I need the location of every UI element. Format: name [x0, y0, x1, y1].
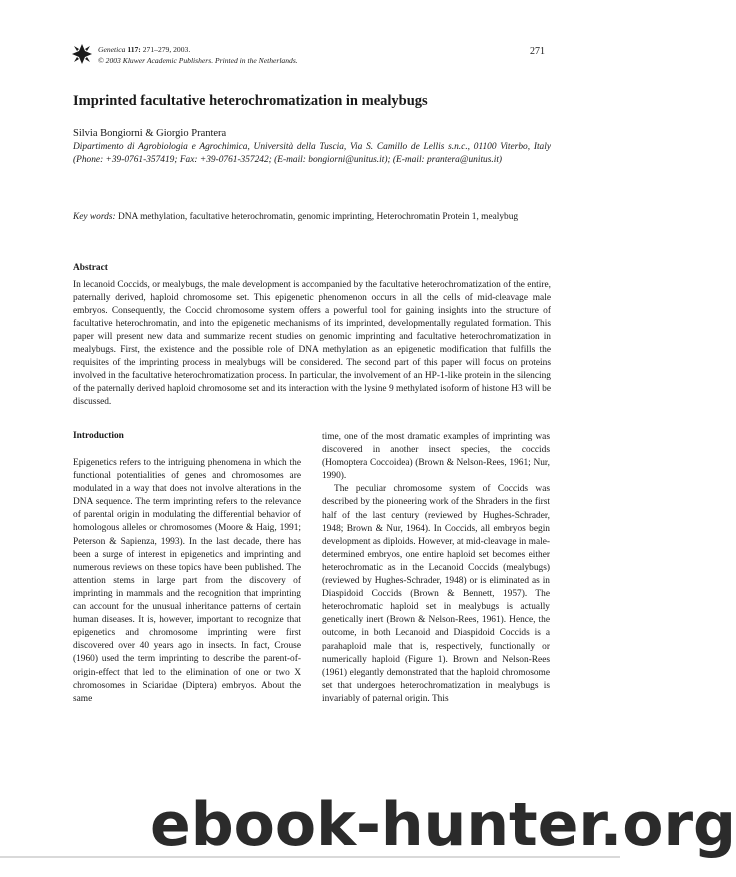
journal-pages: 271–279, 2003. — [142, 45, 191, 54]
right-column — [322, 431, 550, 706]
journal-copyright: © 2003 Kluwer Academic Publishers. Printed in the Netherlands. — [98, 56, 298, 65]
journal-name: Genetica — [98, 45, 126, 54]
journal-citation — [98, 44, 298, 66]
publisher-logo-icon — [72, 44, 92, 64]
keywords-label: Key words: — [73, 212, 116, 222]
author-affiliation: Dipartimento di Agrobiologia e Agrochimica, Università della Tuscia, Via S. Camillo de Lellis s.n.c., 01100 Viterbo, Italy (Phone: +39-0761-357419; Fax: +39-0761-357242; (E-mail: bongiorni@unitus.it); (E-mail: prantera@unitus.it) — [73, 142, 551, 165]
journal-volume: 117: — [127, 45, 141, 54]
abstract-text: In lecanoid Coccids, or mealybugs, the male development is accompanied by the facultative heterochromatization of the entire, paternally derived, haploid chromosome set. This epigenetic phenomenon occurs in all the cells of mid-cleavage male embryos. Consequently, the Coccid chromosome system offers a powerful tool for gaining insights into the structure of facultative heterochromatin, and into the epigenetic mechanisms of its imprinted, developmentally regulated formation. This paper will present new data and summarize recent studies on genomic imprinting and facultative heterochromatization in mealybugs. First, the existence and the possible role of DNA methylation as an epigenetic modification that fulfills the requisites of the imprinting process in mealybugs will be considered. The second part of this paper will focus on proteins involved in the facultative heterochromatization process. In particular, the involvement of an HP-1-like protein in the silencing of the paternally derived haploid chromosome set and its interaction with the lysine 9 methylated isoform of histone H3 will be discussed. — [73, 280, 551, 407]
keywords-list: DNA methylation, facultative heterochromatin, genomic imprinting, Heterochromatin Protein 1, mealybug — [117, 212, 519, 222]
abstract-heading: Abstract — [73, 263, 108, 273]
keywords — [73, 211, 551, 224]
left-column — [73, 457, 301, 706]
article-authors: Silvia Bongiorni & Giorgio Prantera — [73, 128, 227, 139]
intro-paragraph-1: Epigenetics refers to the intriguing phenomena in which the functional potentialities of genes and chromosomes are modulated in a way that does not involve alterations in the DNA sequence. The term imprinting refers to the relevance of parental origin in modulating the differential behavior of homologous alleles or chromosomes (Moore & Haig, 1991; Peterson & Sapienza, 1993). In the last decade, there has been a surge of interest in epigenetics and imprinting and numerous reviews on these topics have been published. The attention stems in large part from the discovery of imprinting in mammals and the recognition that imprinting can account for the unusual inheritance patterns of certain human diseases. It is, however, important to recognize that epigenetics and chromosome imprinting were first discovered over 40 years ago in insects. In fact, Crouse (1960) used the term imprinting to describe the parent-of-origin-effect that led to the elimination of one or two X chromosomes in Sciaridae (Diptera) embryos. About the same — [73, 458, 301, 704]
journal-line — [98, 44, 298, 55]
introduction-heading: Introduction — [73, 431, 124, 441]
article-title: Imprinted facultative heterochromatization in mealybugs — [73, 93, 428, 109]
intro-paragraph-1-continued: time, one of the most dramatic examples of imprinting was discovered in another insect species, the coccids (Homoptera Coccoidea) (Brown & Nelson-Rees, 1961; Nur, 1990). — [322, 432, 550, 482]
watermark-text: ebook-hunter.org — [150, 790, 736, 860]
page-number: 271 — [530, 46, 545, 57]
intro-paragraph-2: The peculiar chromosome system of Coccids was described by the pioneering work of the Shraders in the first half of the last century (reviewed by Hughes-Schrader, 1948; Brown & Nur, 1964). In Coccids, all embryos begin development as diploids. However, at mid-cleavage in male-determined embryos, one entire haploid set becomes either heterochromatic as in the Lecanoid Coccids (mealybugs) (reviewed by Hughes-Schrader, 1948) or is eliminated as in Diaspidoid Coccids (Brown & Bennett, 1957). The heterochromatic haploid set in mealybugs is actually genetically inert (Brown & Nelson-Rees, 1961). Hence, the outcome, in both Lecanoid and Diaspidoid Coccids is a parahaploid male that is, respectively, functionally or numerically haploid (Figure 1). Brown and Nelson-Rees (1961) elegantly demonstrated that the haploid chromosome set that undergoes heterochromatization in mealybugs is invariably of paternal origin. This — [322, 484, 550, 704]
